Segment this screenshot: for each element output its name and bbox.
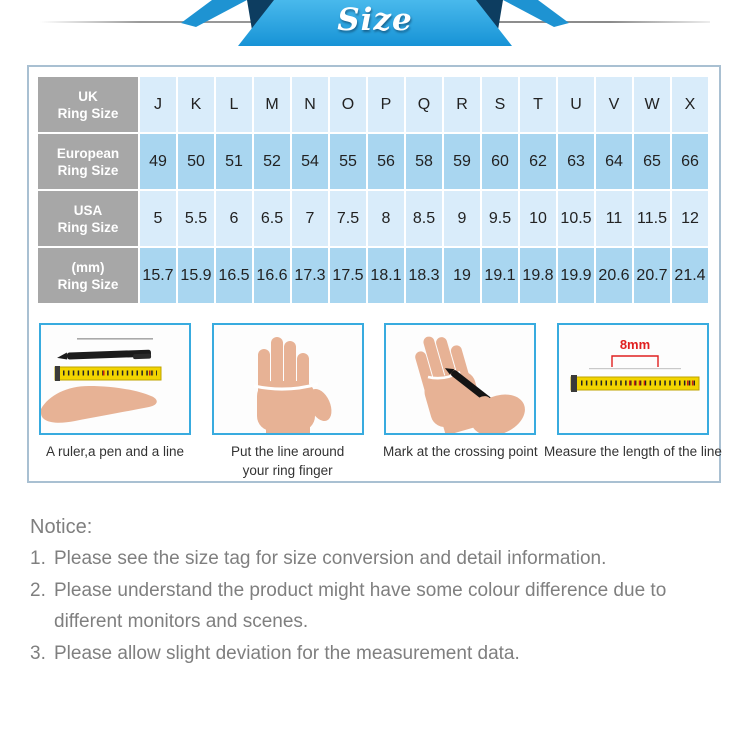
notice-section [30,512,722,669]
table-cell: 7.5 [330,191,366,246]
notice-item-2 [30,575,722,637]
table-cell: 55 [330,134,366,189]
notice-item-text: Please allow slight deviation for the measurement data. [54,643,520,664]
banner-title: Size [337,2,413,38]
table-cell: 18.3 [406,248,442,303]
row-header-line1: European [56,145,120,161]
table-cell: T [520,77,556,132]
table-cell: O [330,77,366,132]
table-cell: 17.3 [292,248,328,303]
notice-item-number: 2. [30,580,46,601]
row-header-line2: Ring Size [57,276,119,292]
table-cell: 6.5 [254,191,290,246]
step3-photo [384,323,536,435]
table-cell: 10 [520,191,556,246]
table-cell: U [558,77,594,132]
table-cell: 18.1 [368,248,404,303]
table-cell: 19.9 [558,248,594,303]
notice-item-text: Please understand the product might have some colour difference due to different monitors and scenes. [54,580,667,632]
table-cell: 9.5 [482,191,518,246]
table-cell: 19 [444,248,480,303]
row-header-uk [38,77,138,132]
step2-caption-line2: your ring finger [242,463,333,478]
step-ruler-pen-line [38,323,192,480]
table-cell: 12 [672,191,708,246]
table-cell: 15.9 [178,248,214,303]
table-cell: S [482,77,518,132]
table-cell: 64 [596,134,632,189]
table-cell: 65 [634,134,670,189]
table-cell: 16.6 [254,248,290,303]
table-cell: M [254,77,290,132]
table-row-mm [38,248,708,303]
notice-title: Notice: [30,516,93,538]
table-cell: W [634,77,670,132]
table-cell: 63 [558,134,594,189]
table-cell: J [140,77,176,132]
table-cell: N [292,77,328,132]
notice-item-number: 3. [30,643,46,664]
table-cell: 20.7 [634,248,670,303]
row-header-european [38,134,138,189]
notice-item-3 [30,638,722,669]
measurement-bracket [612,356,658,367]
row-header-line1: USA [73,202,103,218]
table-cell: 58 [406,134,442,189]
table-cell: 21.4 [672,248,708,303]
step2-photo [212,323,364,435]
table-cell: 19.8 [520,248,556,303]
table-cell: 11.5 [634,191,670,246]
step-put-line-around [211,323,365,480]
step3-caption: Mark at the crossing point [383,444,538,459]
table-cell: P [368,77,404,132]
step-measure-length [544,323,722,480]
step2-caption-line1: Put the line around [230,444,345,459]
step1-caption: A ruler,a pen and a line [45,444,185,459]
step4-caption: Measure the length of the line [544,444,722,459]
table-cell: 51 [216,134,252,189]
pen-icon [57,350,151,362]
table-row-uk [38,77,708,132]
row-header-mm [38,248,138,303]
step1-photo [39,323,191,435]
table-row-usa [38,191,708,246]
table-cell: R [444,77,480,132]
table-cell: 49 [140,134,176,189]
row-header-line2: Ring Size [57,105,119,121]
table-cell: 5 [140,191,176,246]
table-cell: 52 [254,134,290,189]
table-cell: 56 [368,134,404,189]
table-cell: V [596,77,632,132]
notice-item-1 [30,543,722,574]
row-header-line1: UK [78,88,98,104]
table-cell: X [672,77,708,132]
step4-photo [557,323,709,435]
table-cell: 19.1 [482,248,518,303]
table-cell: 9 [444,191,480,246]
size-banner [0,0,750,54]
row-header-line1: (mm) [71,259,105,275]
step-mark-crossing [383,323,537,480]
table-cell: 17.5 [330,248,366,303]
measuring-steps [38,323,722,480]
hand-image [41,386,157,423]
hand-with-string-image [214,325,362,433]
table-cell: 8.5 [406,191,442,246]
measure-ruler-image [559,325,707,433]
table-cell: 15.7 [140,248,176,303]
table-cell: 10.5 [558,191,594,246]
table-cell: 7 [292,191,328,246]
string-line [589,368,681,369]
row-header-usa [38,191,138,246]
row-header-line2: Ring Size [57,219,119,235]
table-cell: Q [406,77,442,132]
table-cell: 6 [216,191,252,246]
row-header-line2: Ring Size [57,162,119,178]
table-cell: 62 [520,134,556,189]
ring-size-table [36,75,710,305]
measurement-label: 8mm [619,337,651,352]
table-row-european [38,134,708,189]
ruler-icon [571,375,699,392]
size-chart-box [27,65,721,483]
table-cell: 60 [482,134,518,189]
notice-item-number: 1. [30,548,46,569]
notice-item-text: Please see the size tag for size conversion and detail information. [54,548,607,569]
table-cell: 50 [178,134,214,189]
table-cell: 11 [596,191,632,246]
ruler-icon [55,366,161,381]
table-cell: 5.5 [178,191,214,246]
step2-caption [231,442,344,480]
table-cell: 59 [444,134,480,189]
table-cell: 54 [292,134,328,189]
string-line [77,338,153,340]
hand-image [257,337,336,433]
table-cell: 66 [672,134,708,189]
table-cell: 20.6 [596,248,632,303]
table-cell: 8 [368,191,404,246]
table-cell: 16.5 [216,248,252,303]
table-cell: K [178,77,214,132]
table-cell: L [216,77,252,132]
marking-hands-image [386,325,534,433]
ruler-pen-line-image [41,325,189,433]
